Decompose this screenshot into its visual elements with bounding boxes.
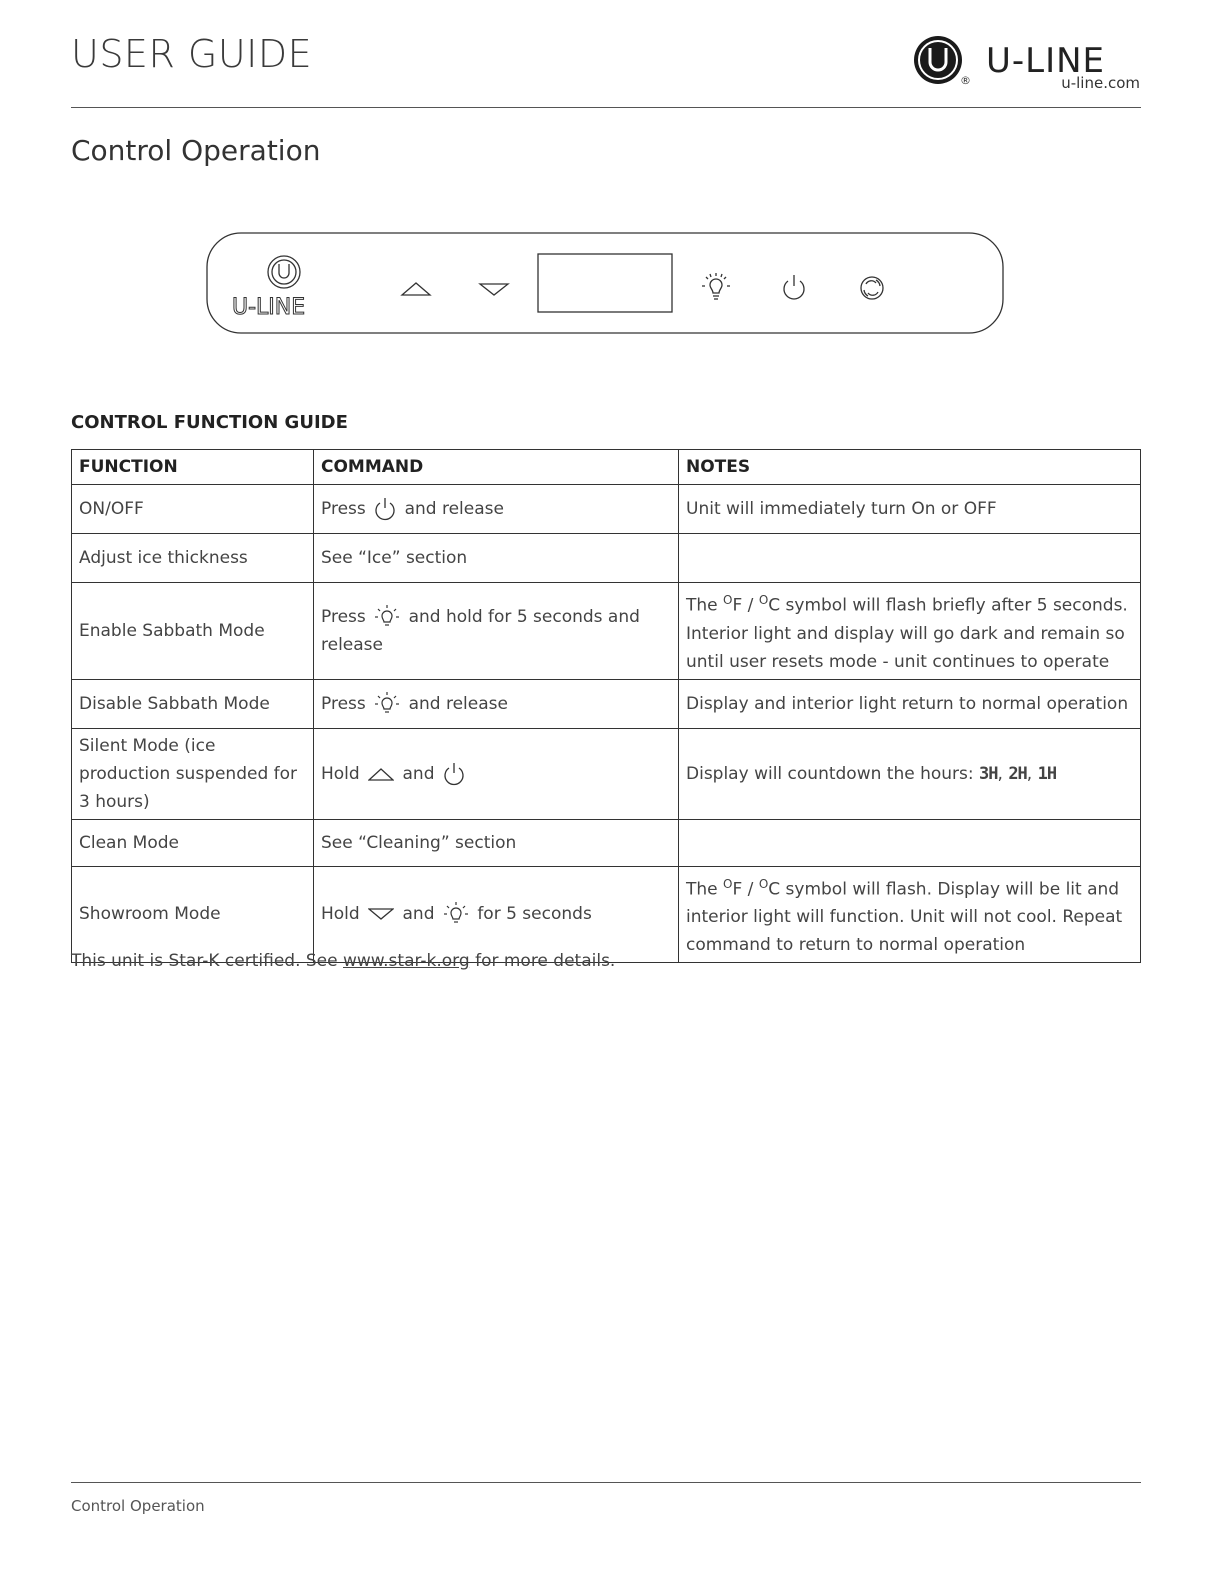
table-row xyxy=(72,728,1141,819)
footer-divider xyxy=(71,1482,1141,1483)
cell-notes: Display will countdown the hours: 3H, 2H, 1H xyxy=(679,728,1141,819)
table-row xyxy=(72,679,1141,728)
brand-url: u-line.com xyxy=(1061,74,1140,92)
header-function: FUNCTION xyxy=(72,450,314,485)
footer-label: Control Operation xyxy=(71,1497,205,1515)
logo-wordmark: U-LINE xyxy=(986,41,1106,81)
up-arrow-icon xyxy=(368,766,394,782)
light-icon xyxy=(374,691,400,717)
cell-function: Showroom Mode xyxy=(72,866,314,963)
countdown-1h: 1H xyxy=(1037,763,1057,784)
cell-notes xyxy=(679,534,1141,583)
cell-command: Press and hold for 5 seconds and release xyxy=(314,583,679,680)
header-divider xyxy=(71,107,1141,108)
cell-function: Silent Mode (ice production suspended for 3 hours) xyxy=(72,728,314,819)
table-header-row xyxy=(72,450,1141,485)
header-notes: NOTES xyxy=(679,450,1141,485)
table-row xyxy=(72,485,1141,534)
logo-registered: ® xyxy=(960,74,971,87)
power-icon xyxy=(374,497,396,521)
cell-command: See “Cleaning” section xyxy=(314,819,679,866)
cell-function: Clean Mode xyxy=(72,819,314,866)
header-command: COMMAND xyxy=(314,450,679,485)
display-window xyxy=(538,254,672,312)
table-row xyxy=(72,866,1141,963)
cell-function: Enable Sabbath Mode xyxy=(72,583,314,680)
cell-notes: Unit will immediately turn On or OFF xyxy=(679,485,1141,534)
up-arrow-icon xyxy=(402,283,430,295)
svg-text:U-LINE: U-LINE xyxy=(232,295,306,320)
section-title: Control Operation xyxy=(71,134,321,167)
table-row xyxy=(72,819,1141,866)
panel-logo-icon xyxy=(232,256,305,320)
document-title: USER GUIDE xyxy=(71,32,313,76)
light-icon xyxy=(702,273,730,299)
cell-function: Disable Sabbath Mode xyxy=(72,679,314,728)
guide-title: CONTROL FUNCTION GUIDE xyxy=(71,412,348,433)
down-arrow-icon xyxy=(368,906,394,922)
down-arrow-icon xyxy=(480,284,508,295)
power-icon xyxy=(784,275,804,299)
cell-notes: The $^O$F / $^O$C symbol will flash briefly after 5 seconds. Interior light and display will go dark and remain so until user resets mode - unit continues to operate xyxy=(679,583,1141,680)
ice-cycle-icon xyxy=(861,277,883,299)
logo-u-circle-icon xyxy=(914,36,962,84)
cell-function: Adjust ice thickness xyxy=(72,534,314,583)
light-icon xyxy=(374,604,400,630)
countdown-3h: 3H xyxy=(979,763,998,784)
power-icon xyxy=(443,762,465,786)
control-function-table xyxy=(71,449,1141,963)
star-k-link[interactable]: www.star-k.org xyxy=(343,951,470,971)
cell-command: Hold and for 5 seconds xyxy=(314,866,679,963)
cell-notes xyxy=(679,819,1141,866)
cell-notes: Display and interior light return to normal operation xyxy=(679,679,1141,728)
cell-notes: The $^O$F / $^O$C symbol will flash. Display will be lit and interior light will function. Unit will not cool. Repeat command to return to normal operation xyxy=(679,866,1141,963)
cell-command: See “Ice” section xyxy=(314,534,679,583)
cell-command: Hold and xyxy=(314,728,679,819)
cell-function: ON/OFF xyxy=(72,485,314,534)
table-row xyxy=(72,583,1141,680)
countdown-2h: 2H xyxy=(1008,763,1027,784)
certification-note: This unit is Star-K certified. See www.star-k.org for more details. xyxy=(71,951,616,971)
cell-command: Press and release xyxy=(314,485,679,534)
control-panel-illustration xyxy=(206,232,1004,334)
table-row xyxy=(72,534,1141,583)
light-icon xyxy=(443,901,469,927)
cell-command: Press and release xyxy=(314,679,679,728)
